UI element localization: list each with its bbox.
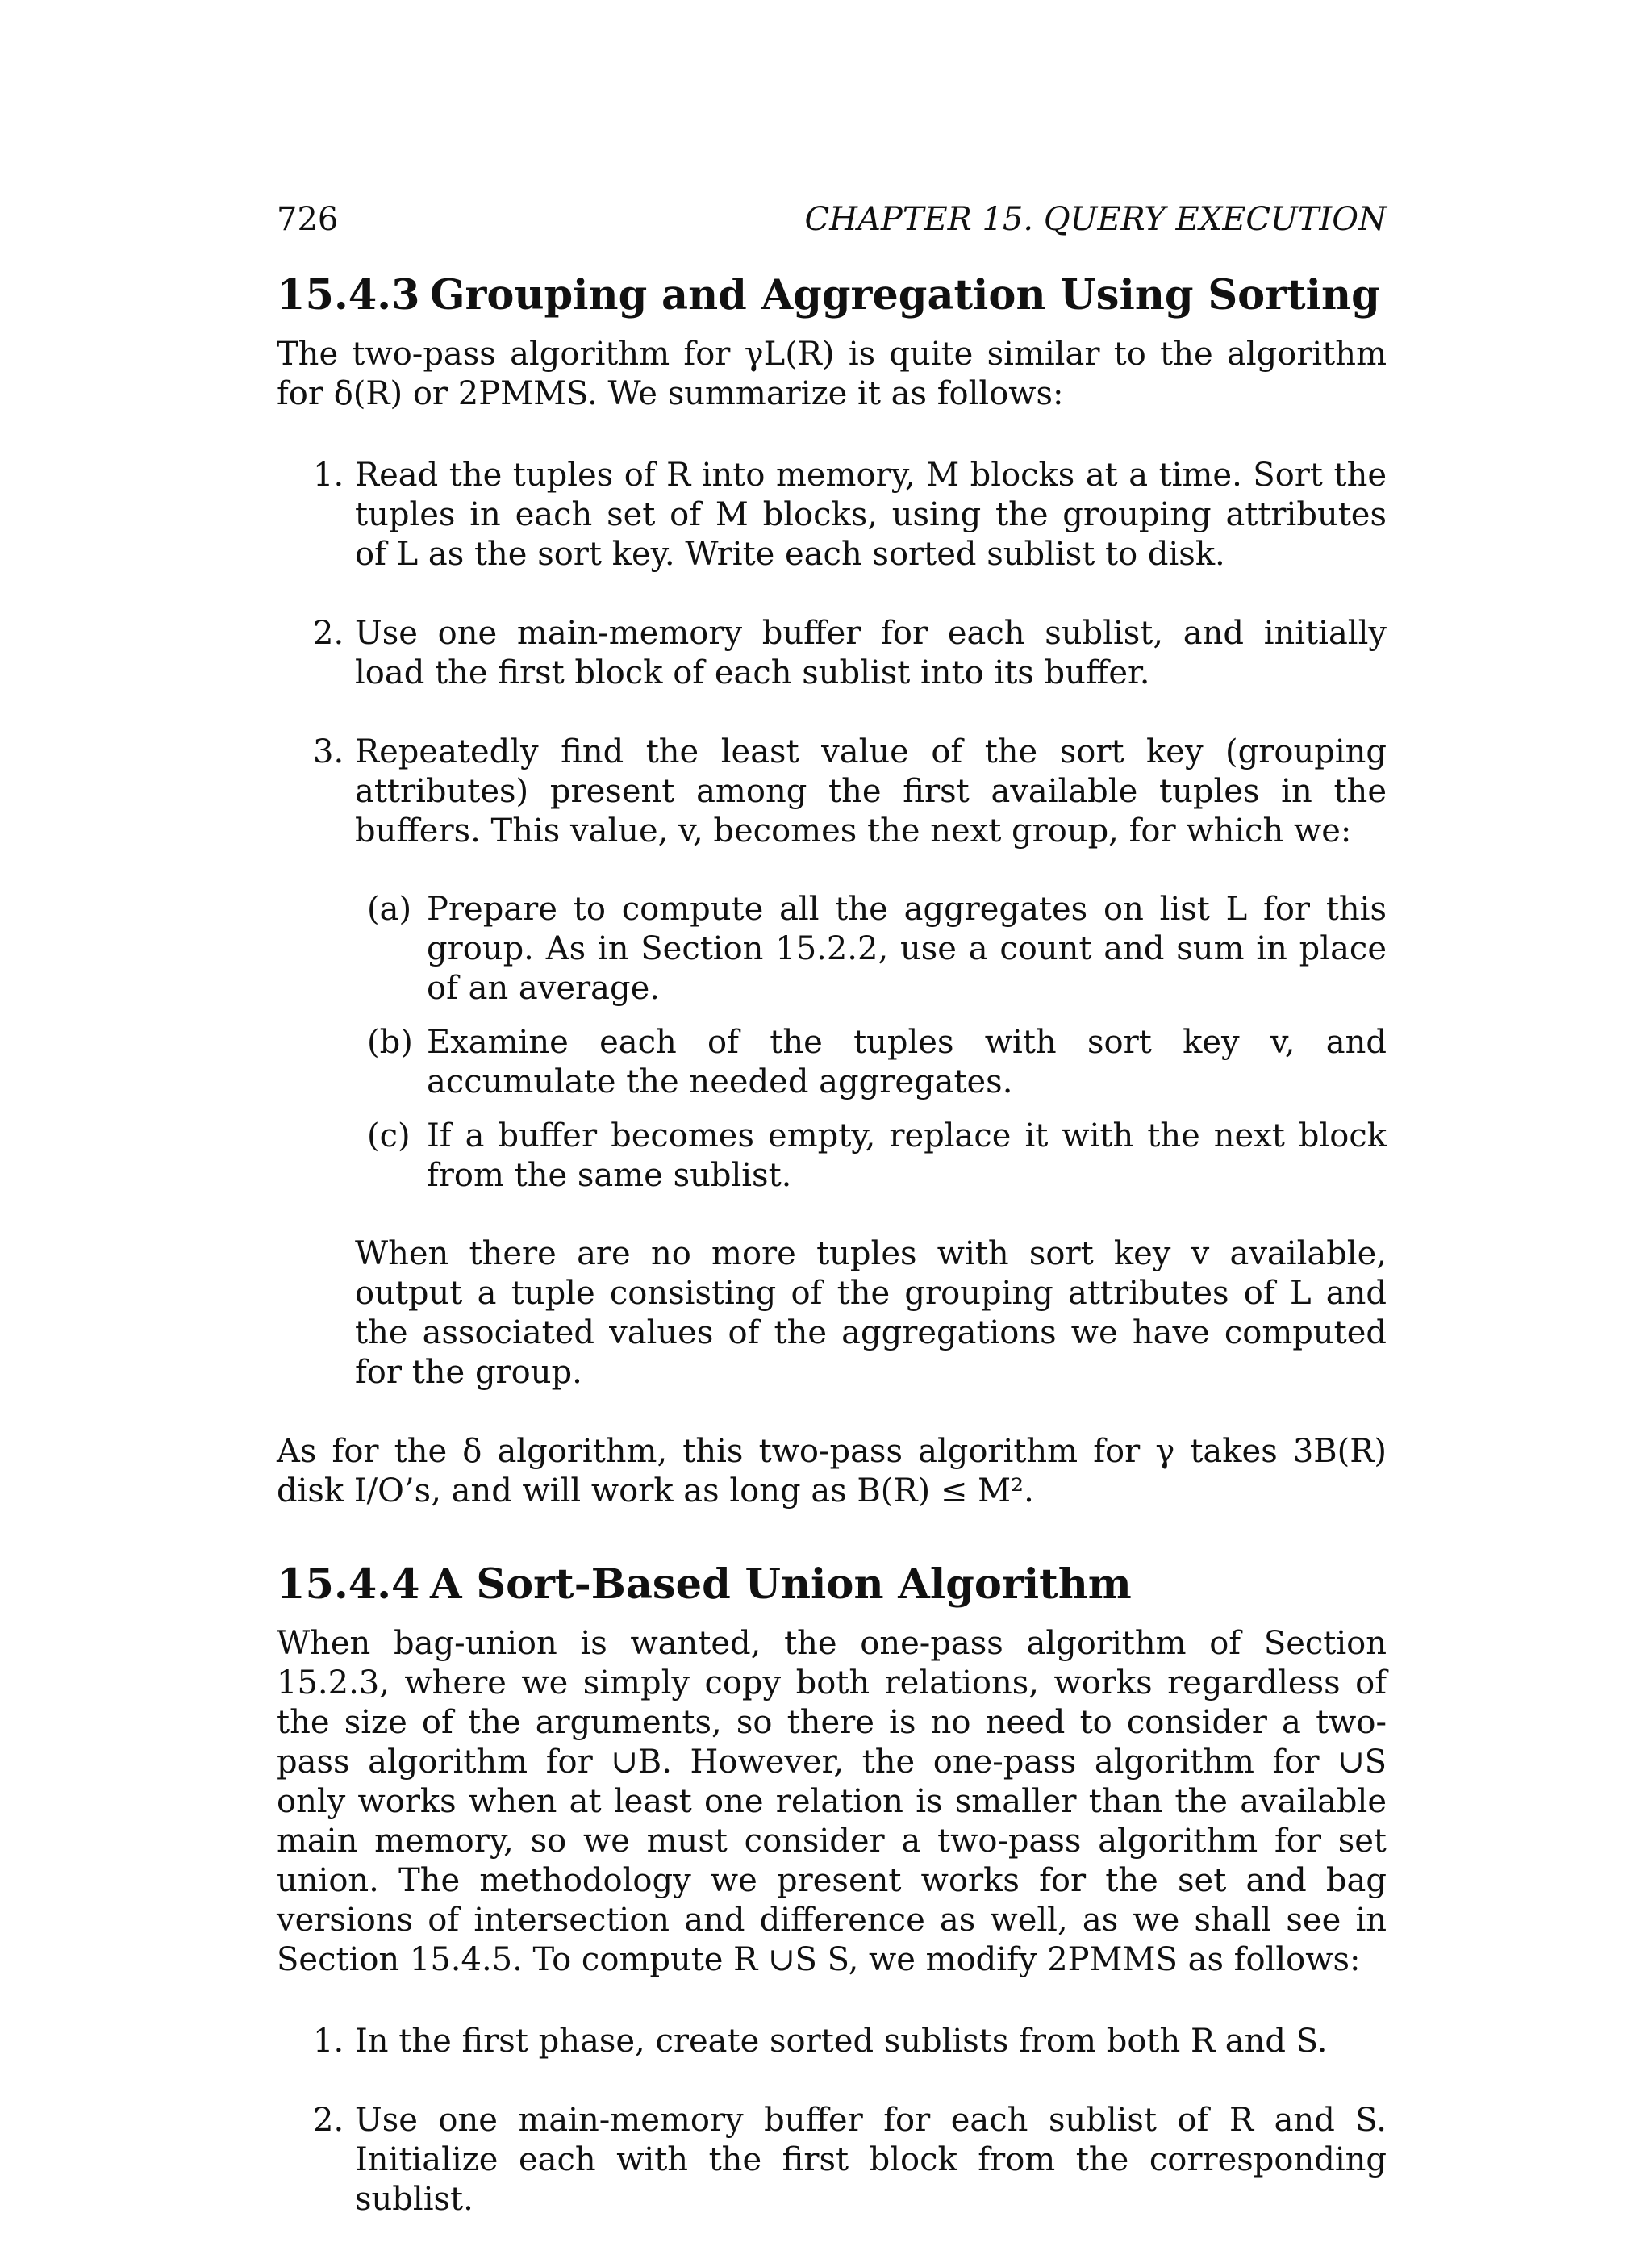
- algorithm-step: [277, 733, 1387, 1393]
- step-continuation: When there are no more tuples with sort key v available, output a tuple consisting of the grouping attributes of L and the associated values of the aggregations we have computed for the group.: [355, 1235, 1387, 1391]
- section-closing-paragraph: As for the δ algorithm, this two-pass algorithm for γ takes 3B(R) disk I/O’s, and will work as long as B(R) ≤ M².: [277, 1433, 1387, 1509]
- step-text: Repeatedly find the least value of the sort key (grouping attributes) present among the first available tuples in the buffers. This value, v, becomes the next group, for which we:: [355, 733, 1387, 850]
- sub-step: [355, 890, 1387, 1008]
- document-page: [277, 200, 1387, 2259]
- section-intro-paragraph: The two-pass algorithm for γL(R) is quite similar to the algorithm for δ(R) or 2PMMS. We summarize it as follows:: [277, 336, 1387, 412]
- step-number: 1.: [313, 457, 344, 494]
- page-number: 726: [277, 201, 339, 238]
- algorithm-step: [277, 2101, 1387, 2219]
- section-heading-15-4-3: [277, 270, 1387, 320]
- step-number: 3.: [313, 733, 344, 770]
- step-text: In the first phase, create sorted sublists from both R and S.: [355, 2023, 1328, 2060]
- step-number: 1.: [313, 2023, 344, 2060]
- sub-step-label: (c): [367, 1117, 411, 1155]
- chapter-title: CHAPTER 15. QUERY EXECUTION: [804, 201, 1387, 238]
- section-heading-15-4-4: [277, 1560, 1387, 1610]
- section-title: Grouping and Aggregation Using Sorting: [430, 271, 1380, 319]
- sub-step-text: If a buffer becomes empty, replace it with the next block from the same sublist.: [427, 1117, 1387, 1194]
- algorithm-steps: [277, 2022, 1387, 2219]
- sub-step-label: (b): [367, 1024, 413, 1061]
- running-header: [277, 200, 1387, 240]
- sub-step-label: (a): [367, 891, 412, 928]
- section-number: 15.4.4: [277, 1560, 420, 1609]
- algorithm-step: [277, 2022, 1387, 2061]
- step-text: Read the tuples of R into memory, M blocks at a time. Sort the tuples in each set of M blocks, using the grouping attributes of L as the sort key. Write each sorted sublist to disk.: [355, 457, 1387, 573]
- section-number: 15.4.3: [277, 271, 420, 319]
- step-number: 2.: [313, 2102, 344, 2139]
- section-intro-paragraph: When bag-union is wanted, the one-pass algorithm of Section 15.2.3, where we simply copy both relations, works regardless of the size of the arguments, so there is no need to consider a two-pass algorithm for ∪B. However, the one-pass algorithm for ∪S only works when at least one relation is smaller than the available main memory, so we must consider a two-pass algorithm for set union. The methodology we present works for the set and bag versions of intersection and difference as well, as we shall see in Section 15.4.5. To compute R ∪S S, we modify 2PMMS as follows:: [277, 1625, 1387, 1978]
- sub-step: [355, 1117, 1387, 1196]
- algorithm-step: [277, 456, 1387, 574]
- sub-steps: [355, 890, 1387, 1196]
- sub-step: [355, 1023, 1387, 1102]
- step-text: Use one main-memory buffer for each sublist of R and S. Initialize each with the first block from the corresponding sublist.: [355, 2102, 1387, 2218]
- section-title: A Sort-Based Union Algorithm: [430, 1560, 1132, 1609]
- algorithm-steps: [277, 456, 1387, 1393]
- sub-step-text: Prepare to compute all the aggregates on list L for this group. As in Section 15.2.2, use a count and sum in place of an average.: [427, 891, 1387, 1007]
- algorithm-step: [277, 614, 1387, 693]
- step-number: 2.: [313, 615, 344, 652]
- sub-step-text: Examine each of the tuples with sort key v, and accumulate the needed aggregates.: [427, 1024, 1387, 1100]
- step-text: Use one main-memory buffer for each sublist, and initially load the first block of each sublist into its buffer.: [355, 615, 1387, 691]
